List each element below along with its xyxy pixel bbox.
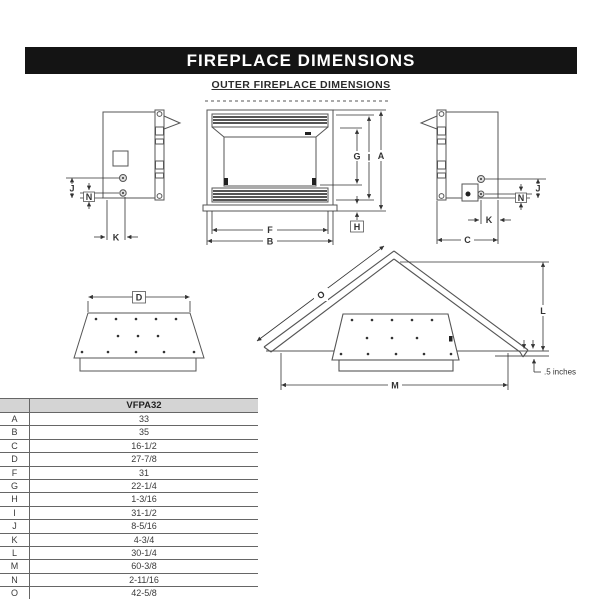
- dim-label-j-left: J: [69, 183, 75, 194]
- table-cell-value: 4-3/4: [133, 534, 155, 545]
- front-view-diagram: [203, 101, 388, 246]
- flag-pointer-icon: [421, 116, 437, 129]
- table-cell-value: 1-3/16: [131, 494, 157, 505]
- page-title: FIREPLACE DIMENSIONS: [25, 47, 577, 74]
- dim-label-m: M: [391, 380, 399, 391]
- dim-label-f: F: [267, 225, 273, 235]
- table-header-dim-cell: [0, 399, 30, 412]
- dim-label-a: A: [377, 151, 385, 161]
- dim-label-l: L: [540, 306, 546, 316]
- dim-label-n-right: N: [517, 192, 525, 203]
- offset-note-label: .5 inches: [544, 367, 577, 377]
- top-view-diagram: [74, 292, 204, 372]
- dim-label-j-right: J: [535, 183, 541, 194]
- dim-label-d: D: [135, 292, 143, 303]
- table-cell-dimension: K: [0, 534, 30, 546]
- table-cell-dimension: L: [0, 547, 30, 559]
- dim-label-i: I: [367, 152, 371, 163]
- flag-pointer-icon: [164, 116, 180, 129]
- table-row: [0, 586, 258, 599]
- table-cell-value: 27-7/8: [131, 454, 157, 465]
- table-cell-dimension: F: [0, 467, 30, 479]
- dimension-diagrams: [0, 95, 600, 395]
- dimension-table-body: [0, 412, 258, 599]
- right-side-view-diagram: [421, 110, 546, 245]
- table-cell-dimension: H: [0, 493, 30, 505]
- dim-label-g: G: [353, 151, 361, 162]
- table-header-row: [0, 398, 258, 412]
- table-row: [0, 519, 258, 532]
- table-row: [0, 412, 258, 425]
- table-row: [0, 479, 258, 492]
- table-cell-value: 42-5/8: [131, 588, 157, 599]
- table-cell-value: 60-3/8: [131, 561, 157, 572]
- table-row: [0, 533, 258, 546]
- table-cell-value: 31-1/2: [131, 507, 157, 518]
- dim-label-h: H: [353, 221, 361, 232]
- dim-label-k-left: K: [112, 232, 120, 243]
- dim-label-b: B: [266, 236, 274, 247]
- table-row: [0, 506, 258, 519]
- table-cell-value: 35: [138, 427, 149, 438]
- table-row: [0, 492, 258, 505]
- dimension-table: [0, 398, 258, 600]
- section-subtitle: OUTER FIREPLACE DIMENSIONS: [211, 79, 391, 91]
- table-cell-dimension: D: [0, 453, 30, 465]
- table-cell-dimension: M: [0, 560, 30, 572]
- table-cell-value: 8-5/16: [131, 521, 157, 532]
- table-cell-dimension: A: [0, 413, 30, 425]
- table-row: [0, 573, 258, 586]
- table-cell-dimension: G: [0, 480, 30, 492]
- table-row: [0, 559, 258, 572]
- table-cell-value: 30-1/4: [131, 547, 157, 558]
- table-row: [0, 546, 258, 559]
- left-side-view-diagram: [66, 110, 180, 243]
- table-cell-dimension: I: [0, 507, 30, 519]
- table-cell-dimension: B: [0, 426, 30, 438]
- table-cell-dimension: C: [0, 440, 30, 452]
- table-cell-dimension: J: [0, 520, 30, 532]
- table-cell-value: 22-1/4: [131, 480, 157, 491]
- table-cell-dimension: N: [0, 574, 30, 586]
- table-cell-dimension: O: [0, 587, 30, 599]
- dim-label-c: C: [464, 235, 471, 245]
- table-cell-value: 33: [138, 414, 149, 424]
- table-cell-value: 2-11/16: [129, 574, 159, 585]
- dim-label-o: O: [315, 288, 327, 302]
- table-cell-value: 16-1/2: [131, 440, 157, 451]
- table-cell-value: 31: [138, 467, 149, 478]
- table-row: [0, 466, 258, 479]
- table-row: [0, 439, 258, 452]
- dim-label-n-left: N: [85, 191, 93, 202]
- table-model-header: VFPA32: [126, 400, 162, 411]
- dim-label-k-right: K: [485, 215, 493, 225]
- corner-view-diagram: [257, 246, 576, 391]
- table-row: [0, 452, 258, 465]
- table-row: [0, 425, 258, 438]
